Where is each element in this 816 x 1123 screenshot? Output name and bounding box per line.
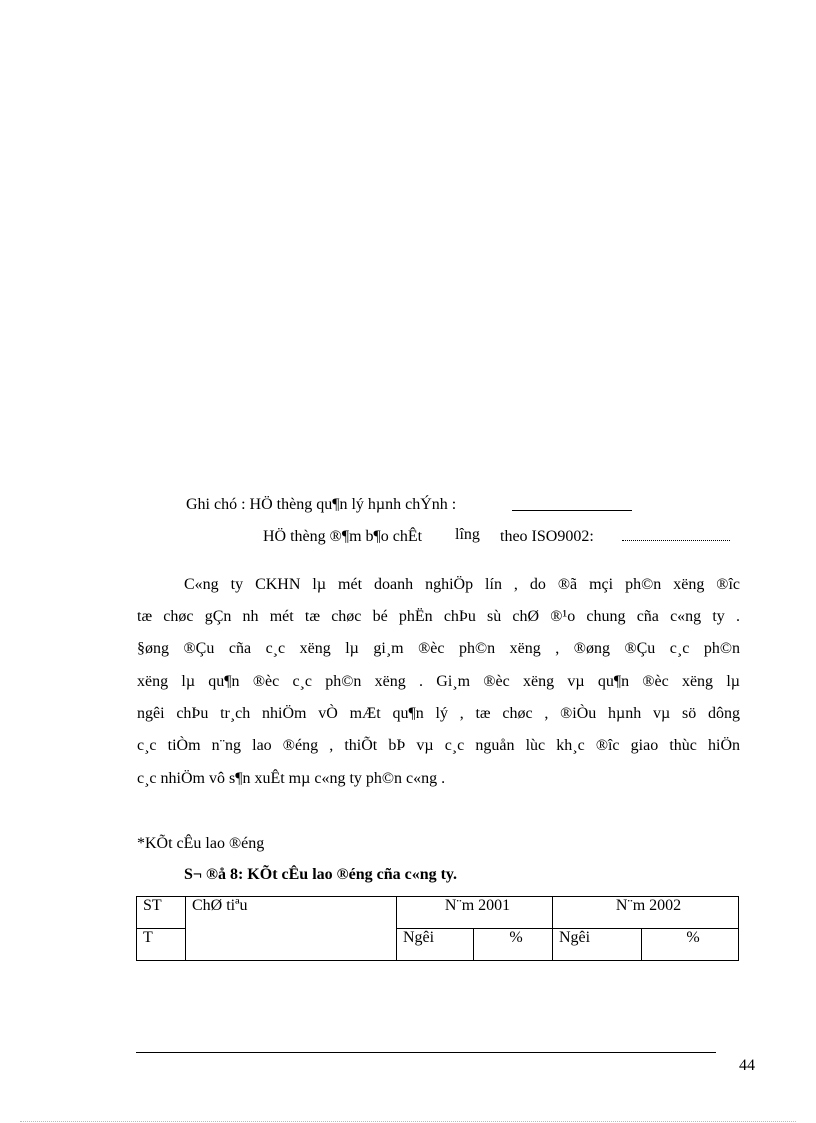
paragraph-line: C«ng ty CKHN lµ mét doanh nghiÖp lín , do ®ã mçi ph©n xëng ®îc [184,576,740,593]
paragraph-line: tæ chøc gÇn nh mét tæ chøc bé phËn chÞu sù chØ ®¹o chung cña c«ng ty . [137,608,740,625]
section-heading: *KÕt cÊu lao ®éng [137,835,265,852]
table-row [137,897,739,929]
people-2001-header: Ngêi [397,929,474,961]
year-2001-header: N¨m 2001 [397,897,553,929]
stt-header-bottom: T [137,929,186,961]
people-2002-header: Ngêi [553,929,642,961]
indicator-header: ChØ tiªu [186,897,397,961]
percent-2002-header: % [642,929,739,961]
legend-admin-label: Ghi chó : HÖ thèng qu¶n lý hµnh chÝnh : [186,496,457,513]
paragraph-line: c¸c tiÒm n¨ng lao ®éng , thiÕt bÞ vµ c¸c nguån lùc kh¸c ®îc giao thùc hiÖn [137,737,740,754]
footer-rule [136,1052,716,1053]
legend-iso-label-word: lîng [455,526,480,543]
legend-iso-label-end: theo ISO9002: [500,528,594,545]
page-edge [20,1121,796,1122]
legend-solid-line [512,510,632,511]
paragraph-line: §øng ®Çu cña c¸c xëng lµ gi¸m ®èc ph©n xëng , ®øng ®Çu c¸c ph©n [137,640,740,657]
labor-structure-table [136,896,739,961]
stt-header-top: ST [137,897,186,929]
page-number: 44 [739,1057,755,1074]
legend-iso-label: HÖ thèng ®¶m b¶o chÊt [263,528,423,545]
legend-dotted-line [622,540,730,541]
paragraph-line: c¸c nhiÖm vô s¶n xuÊt mµ c«ng ty ph©n c«ng . [137,770,446,787]
paragraph-line: ngêi chÞu tr¸ch nhiÖm vÒ mÆt qu¶n lý , tæ chøc , ®iÒu hµnh vµ sö dông [137,705,740,722]
percent-2001-header: % [474,929,553,961]
year-2002-header: N¨m 2002 [553,897,739,929]
paragraph-line: xëng lµ qu¶n ®èc c¸c ph©n xëng . Gi¸m ®èc xëng vµ qu¶n ®èc xëng lµ [137,673,740,690]
table-caption: S¬ ®å 8: KÕt cÊu lao ®éng cña c«ng ty. [184,866,458,883]
